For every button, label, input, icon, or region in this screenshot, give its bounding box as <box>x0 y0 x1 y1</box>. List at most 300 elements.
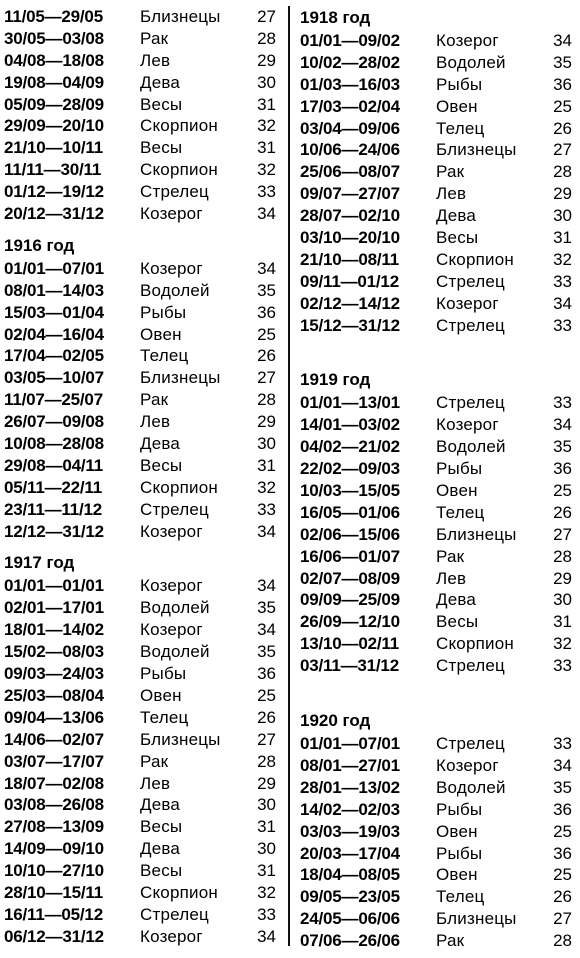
sign-number: 27 <box>553 524 572 544</box>
table-row <box>300 524 576 546</box>
date-range: 25/06—08/07 <box>300 162 400 182</box>
table-row <box>4 597 280 619</box>
date-range: 01/01—07/01 <box>4 258 104 278</box>
date-range: 28/01—13/02 <box>300 777 400 797</box>
sign-number: 34 <box>553 755 572 775</box>
sign-number: 25 <box>257 324 276 344</box>
table-row <box>300 908 576 930</box>
date-range: 18/07—02/08 <box>4 773 104 793</box>
sign-number: 25 <box>553 821 572 841</box>
table-row <box>300 821 576 843</box>
table-row <box>4 794 280 816</box>
zodiac-sign: Козерог <box>140 521 203 541</box>
zodiac-sign: Козерог <box>140 926 203 946</box>
table-row <box>300 655 576 677</box>
date-range: 03/10—20/10 <box>300 228 400 248</box>
table-row <box>300 52 576 74</box>
table-row <box>4 50 280 72</box>
table-row <box>300 799 576 821</box>
zodiac-sign: Стрелец <box>436 393 505 413</box>
sign-number: 27 <box>257 7 276 26</box>
table-row <box>4 115 280 137</box>
sign-number: 31 <box>257 455 276 475</box>
date-range: 08/01—27/01 <box>300 755 400 775</box>
table-row <box>4 773 280 795</box>
table-row <box>4 882 280 904</box>
zodiac-sign: Козерог <box>436 31 499 50</box>
zodiac-sign: Телец <box>140 707 189 727</box>
sign-number: 34 <box>553 293 572 313</box>
zodiac-sign: Лев <box>140 412 171 432</box>
sign-number: 29 <box>553 568 572 588</box>
sign-number: 30 <box>553 206 572 226</box>
date-range: 16/11—05/12 <box>4 904 103 924</box>
table-row <box>300 755 576 777</box>
date-range: 01/01—09/02 <box>300 31 400 50</box>
date-range: 20/03—17/04 <box>300 843 400 863</box>
zodiac-sign: Стрелец <box>436 734 505 754</box>
zodiac-sign: Весы <box>140 455 183 475</box>
date-range: 10/06—24/06 <box>300 140 400 160</box>
date-range: 11/07—25/07 <box>4 390 103 410</box>
sign-number: 34 <box>257 926 276 946</box>
sign-number: 29 <box>553 184 572 204</box>
sign-number: 28 <box>257 751 276 771</box>
zodiac-sign: Телец <box>436 118 485 138</box>
date-range: 14/01—03/02 <box>300 415 400 435</box>
table-row <box>4 663 280 685</box>
date-range: 16/05—01/06 <box>300 502 400 522</box>
sign-number: 33 <box>257 499 276 519</box>
sign-number: 35 <box>553 437 572 457</box>
table-row <box>300 611 576 633</box>
zodiac-sign: Скорпион <box>436 634 514 654</box>
table-row <box>4 159 280 181</box>
zodiac-sign: Скорпион <box>140 160 218 180</box>
zodiac-sign: Овен <box>436 821 478 841</box>
zodiac-sign: Весы <box>140 138 183 158</box>
table-row <box>4 455 280 477</box>
zodiac-sign: Овен <box>436 865 478 885</box>
zodiac-sign: Весы <box>140 817 183 837</box>
sign-number: 35 <box>553 52 572 72</box>
table-row <box>4 707 280 729</box>
table-row <box>300 777 576 799</box>
column-divider <box>288 6 290 946</box>
sign-number: 25 <box>553 96 572 116</box>
zodiac-sign: Телец <box>140 346 189 366</box>
zodiac-sign: Водолей <box>436 437 506 457</box>
sign-number: 26 <box>553 118 572 138</box>
sign-number: 33 <box>553 734 572 754</box>
date-range: 02/12—14/12 <box>300 293 400 313</box>
zodiac-sign: Близнецы <box>140 368 221 388</box>
date-range: 01/03—16/03 <box>300 74 400 94</box>
zodiac-sign: Телец <box>436 887 485 907</box>
date-range: 26/07—09/08 <box>4 412 104 432</box>
zodiac-sign: Лев <box>140 50 171 70</box>
date-range: 05/09—28/09 <box>4 94 104 114</box>
table-row <box>4 324 280 346</box>
zodiac-sign: Овен <box>436 481 478 501</box>
date-range: 25/03—08/04 <box>4 685 104 705</box>
table-row <box>4 838 280 860</box>
table-row <box>4 137 280 159</box>
date-range: 09/05—23/05 <box>300 887 400 907</box>
date-range: 01/01—13/01 <box>300 393 400 413</box>
year-heading: 1916 год <box>4 235 75 255</box>
zodiac-sign: Рыбы <box>140 302 187 322</box>
table-row <box>300 502 576 524</box>
date-range: 08/01—14/03 <box>4 280 104 300</box>
zodiac-sign: Овен <box>140 324 182 344</box>
zodiac-sign: Лев <box>436 568 467 588</box>
date-range: 27/08—13/09 <box>4 817 104 837</box>
sign-number: 30 <box>553 590 572 610</box>
date-range: 16/06—01/07 <box>300 546 400 566</box>
zodiac-sign: Дева <box>140 434 181 454</box>
zodiac-sign: Козерог <box>140 576 203 596</box>
date-range: 02/06—15/06 <box>300 524 400 544</box>
table-row <box>4 860 280 882</box>
sign-number: 31 <box>553 228 572 248</box>
table-row <box>300 183 576 205</box>
zodiac-sign: Стрелец <box>140 499 209 519</box>
date-range: 15/12—31/12 <box>300 315 400 335</box>
date-range: 26/09—12/10 <box>300 612 400 632</box>
sign-number: 25 <box>553 865 572 885</box>
sign-number: 34 <box>257 620 276 640</box>
table-row <box>300 249 576 271</box>
zodiac-sign: Дева <box>436 590 477 610</box>
table-row <box>300 436 576 458</box>
date-range: 10/10—27/10 <box>4 861 104 881</box>
zodiac-sign: Козерог <box>140 620 203 640</box>
sign-number: 35 <box>257 280 276 300</box>
zodiac-sign: Рак <box>140 28 169 48</box>
sign-number: 32 <box>553 634 572 654</box>
date-range: 09/07—27/07 <box>300 184 400 204</box>
date-range: 06/12—31/12 <box>4 926 104 946</box>
date-range: 29/08—04/11 <box>4 455 103 475</box>
date-range: 10/02—28/02 <box>300 52 400 72</box>
date-range: 14/02—02/03 <box>300 799 400 819</box>
zodiac-sign: Близнецы <box>436 140 517 160</box>
date-range: 10/08—28/08 <box>4 434 104 454</box>
zodiac-sign: Водолей <box>140 642 210 662</box>
sign-number: 32 <box>257 160 276 180</box>
date-range: 14/06—02/07 <box>4 729 104 749</box>
table-row <box>4 904 280 926</box>
sign-number: 30 <box>257 72 276 92</box>
date-range: 18/04—08/05 <box>300 865 400 885</box>
zodiac-sign: Близнецы <box>436 524 517 544</box>
zodiac-sign: Скорпион <box>140 477 218 497</box>
sign-number: 27 <box>553 140 572 160</box>
sign-number: 32 <box>553 249 572 269</box>
zodiac-sign: Стрелец <box>436 271 505 291</box>
date-range: 17/04—02/05 <box>4 346 104 366</box>
date-range: 28/07—02/10 <box>300 206 400 226</box>
zodiac-sign: Водолей <box>140 598 210 618</box>
date-range: 09/03—24/03 <box>4 664 104 684</box>
year-heading: 1917 год <box>4 553 75 573</box>
right-column <box>300 6 576 952</box>
table-row <box>4 203 280 225</box>
sign-number: 31 <box>257 817 276 837</box>
sign-number: 28 <box>257 28 276 48</box>
table-row <box>4 72 280 94</box>
sign-number: 35 <box>257 598 276 618</box>
table-row <box>300 864 576 886</box>
zodiac-sign: Водолей <box>436 52 506 72</box>
date-range: 03/03—19/03 <box>300 821 400 841</box>
table-row <box>4 619 280 641</box>
sign-number: 34 <box>553 415 572 435</box>
zodiac-sign: Скорпион <box>140 116 218 136</box>
date-range: 05/11—22/11 <box>4 477 103 497</box>
date-range: 07/06—26/06 <box>300 931 400 951</box>
date-range: 13/10—02/11 <box>300 634 399 654</box>
table-row <box>4 345 280 367</box>
table-row <box>4 302 280 324</box>
table-row <box>4 258 280 280</box>
table-row <box>300 886 576 908</box>
zodiac-sign: Стрелец <box>436 315 505 335</box>
zodiac-sign: Близнецы <box>436 909 517 929</box>
sign-number: 35 <box>553 777 572 797</box>
zodiac-sign: Водолей <box>436 777 506 797</box>
zodiac-sign: Рыбы <box>436 799 483 819</box>
zodiac-sign: Козерог <box>436 293 499 313</box>
zodiac-sign: Козерог <box>140 258 203 278</box>
sign-number: 32 <box>257 477 276 497</box>
date-range: 10/03—15/05 <box>300 481 400 501</box>
sign-number: 28 <box>257 390 276 410</box>
table-row <box>4 367 280 389</box>
zodiac-sign: Водолей <box>140 280 210 300</box>
date-range: 02/04—16/04 <box>4 324 104 344</box>
zodiac-sign: Рак <box>436 162 465 182</box>
year-heading: 1918 год <box>300 8 371 27</box>
sign-number: 34 <box>553 31 572 50</box>
sign-number: 33 <box>553 656 572 676</box>
table-row <box>300 271 576 293</box>
table-row <box>300 589 576 611</box>
zodiac-sign: Рак <box>436 931 465 951</box>
zodiac-sign: Лев <box>140 773 171 793</box>
date-range: 09/09—25/09 <box>300 590 400 610</box>
date-range: 04/08—18/08 <box>4 50 104 70</box>
sign-number: 30 <box>257 839 276 859</box>
table-row <box>300 458 576 480</box>
sign-number: 31 <box>257 94 276 114</box>
sign-number: 36 <box>257 302 276 322</box>
sign-number: 28 <box>553 162 572 182</box>
table-row <box>300 568 576 590</box>
left-column <box>4 6 280 948</box>
table-row <box>300 843 576 865</box>
date-range: 20/12—31/12 <box>4 204 104 224</box>
table-row <box>4 729 280 751</box>
table-row <box>4 181 280 203</box>
date-range: 02/01—17/01 <box>4 598 104 618</box>
table-row <box>300 414 576 436</box>
zodiac-sign: Близнецы <box>140 7 221 26</box>
date-range: 03/05—10/07 <box>4 368 104 388</box>
sign-number: 34 <box>257 258 276 278</box>
zodiac-sign: Рак <box>140 390 169 410</box>
date-range: 12/12—31/12 <box>4 521 104 541</box>
zodiac-sign: Весы <box>436 228 479 248</box>
sign-number: 32 <box>257 116 276 136</box>
zodiac-sign: Дева <box>140 839 181 859</box>
zodiac-sign: Дева <box>436 206 477 226</box>
zodiac-sign: Рыбы <box>140 664 187 684</box>
sign-number: 26 <box>257 707 276 727</box>
zodiac-sign: Скорпион <box>140 882 218 902</box>
sign-number: 34 <box>257 204 276 224</box>
date-range: 03/07—17/07 <box>4 751 104 771</box>
date-range: 15/03—01/04 <box>4 302 104 322</box>
table-row <box>4 499 280 521</box>
date-range: 17/03—02/04 <box>300 96 400 116</box>
zodiac-sign: Стрелец <box>140 904 209 924</box>
sign-number: 33 <box>553 315 572 335</box>
sign-number: 36 <box>553 799 572 819</box>
zodiac-sign: Дева <box>140 795 181 815</box>
zodiac-sign: Дева <box>140 72 181 92</box>
zodiac-sign: Весы <box>140 94 183 114</box>
table-row <box>300 293 576 315</box>
table-row <box>300 205 576 227</box>
date-range: 09/04—13/06 <box>4 707 104 727</box>
date-range: 18/01—14/02 <box>4 620 104 640</box>
sign-number: 29 <box>257 50 276 70</box>
sign-number: 26 <box>553 887 572 907</box>
date-range: 03/04—09/06 <box>300 118 400 138</box>
table-row <box>300 227 576 249</box>
table-row <box>4 751 280 773</box>
table-row <box>4 389 280 411</box>
sign-number: 27 <box>553 909 572 929</box>
zodiac-sign: Весы <box>436 612 479 632</box>
sign-number: 33 <box>257 904 276 924</box>
sign-number: 36 <box>553 459 572 479</box>
sign-number: 36 <box>553 843 572 863</box>
sign-number: 28 <box>553 546 572 566</box>
date-range: 30/05—03/08 <box>4 28 104 48</box>
sign-number: 33 <box>257 182 276 202</box>
sign-number: 34 <box>257 521 276 541</box>
sign-number: 31 <box>257 861 276 881</box>
zodiac-sign: Рыбы <box>436 459 483 479</box>
sign-number: 32 <box>257 882 276 902</box>
date-range: 01/01—01/01 <box>4 576 104 596</box>
table-row <box>300 96 576 118</box>
table-row <box>300 733 576 755</box>
zodiac-sign: Козерог <box>140 204 203 224</box>
date-range: 04/02—21/02 <box>300 437 400 457</box>
sign-number: 34 <box>257 576 276 596</box>
date-range: 01/01—07/01 <box>300 734 400 754</box>
table-row <box>4 28 280 50</box>
date-range: 02/07—08/09 <box>300 568 400 588</box>
zodiac-sign: Скорпион <box>436 249 514 269</box>
table-row <box>4 94 280 116</box>
table-row <box>4 685 280 707</box>
date-range: 03/11—31/12 <box>300 656 399 676</box>
sign-number: 31 <box>257 138 276 158</box>
date-range: 11/05—29/05 <box>4 7 103 26</box>
table-row <box>4 433 280 455</box>
zodiac-sign: Козерог <box>436 755 499 775</box>
sign-number: 36 <box>257 664 276 684</box>
sign-number: 33 <box>553 393 572 413</box>
date-range: 21/10—08/11 <box>300 249 399 269</box>
table-row <box>4 280 280 302</box>
zodiac-sign: Овен <box>140 685 182 705</box>
sign-number: 36 <box>553 74 572 94</box>
sign-number: 29 <box>257 773 276 793</box>
sign-number: 30 <box>257 434 276 454</box>
table-row <box>300 392 576 414</box>
zodiac-sign: Весы <box>140 861 183 881</box>
zodiac-sign: Рак <box>140 751 169 771</box>
date-range: 03/08—26/08 <box>4 795 104 815</box>
zodiac-sign: Близнецы <box>140 729 221 749</box>
sign-number: 31 <box>553 612 572 632</box>
sign-number: 30 <box>257 795 276 815</box>
table-row <box>300 74 576 96</box>
date-range: 09/11—01/12 <box>300 271 399 291</box>
zodiac-sign: Козерог <box>436 415 499 435</box>
date-range: 14/09—09/10 <box>4 839 104 859</box>
year-heading: 1920 год <box>300 711 371 731</box>
date-range: 15/02—08/03 <box>4 642 104 662</box>
table-row <box>4 926 280 948</box>
sign-number: 29 <box>257 412 276 432</box>
sign-number: 33 <box>553 271 572 291</box>
date-range: 29/09—20/10 <box>4 116 104 136</box>
table-row <box>300 315 576 337</box>
table-row <box>4 575 280 597</box>
sign-number: 26 <box>257 346 276 366</box>
table-row <box>300 139 576 161</box>
sign-number: 27 <box>257 729 276 749</box>
date-range: 28/10—15/11 <box>4 882 103 902</box>
date-range: 19/08—04/09 <box>4 72 104 92</box>
table-row <box>4 641 280 663</box>
zodiac-sign: Рыбы <box>436 74 483 94</box>
zodiac-sign: Телец <box>436 502 485 522</box>
sign-number: 27 <box>257 368 276 388</box>
table-row <box>300 633 576 655</box>
year-heading: 1919 год <box>300 370 371 390</box>
table-row <box>300 118 576 140</box>
table-row <box>4 816 280 838</box>
zodiac-sign: Стрелец <box>436 656 505 676</box>
date-range: 24/05—06/06 <box>300 909 400 929</box>
sign-number: 28 <box>553 931 572 951</box>
zodiac-sign: Стрелец <box>140 182 209 202</box>
table-row <box>300 930 576 952</box>
date-range: 23/11—11/12 <box>4 499 103 519</box>
table-row <box>4 411 280 433</box>
date-range: 01/12—19/12 <box>4 182 104 202</box>
table-row <box>4 477 280 499</box>
table-row <box>4 521 280 543</box>
